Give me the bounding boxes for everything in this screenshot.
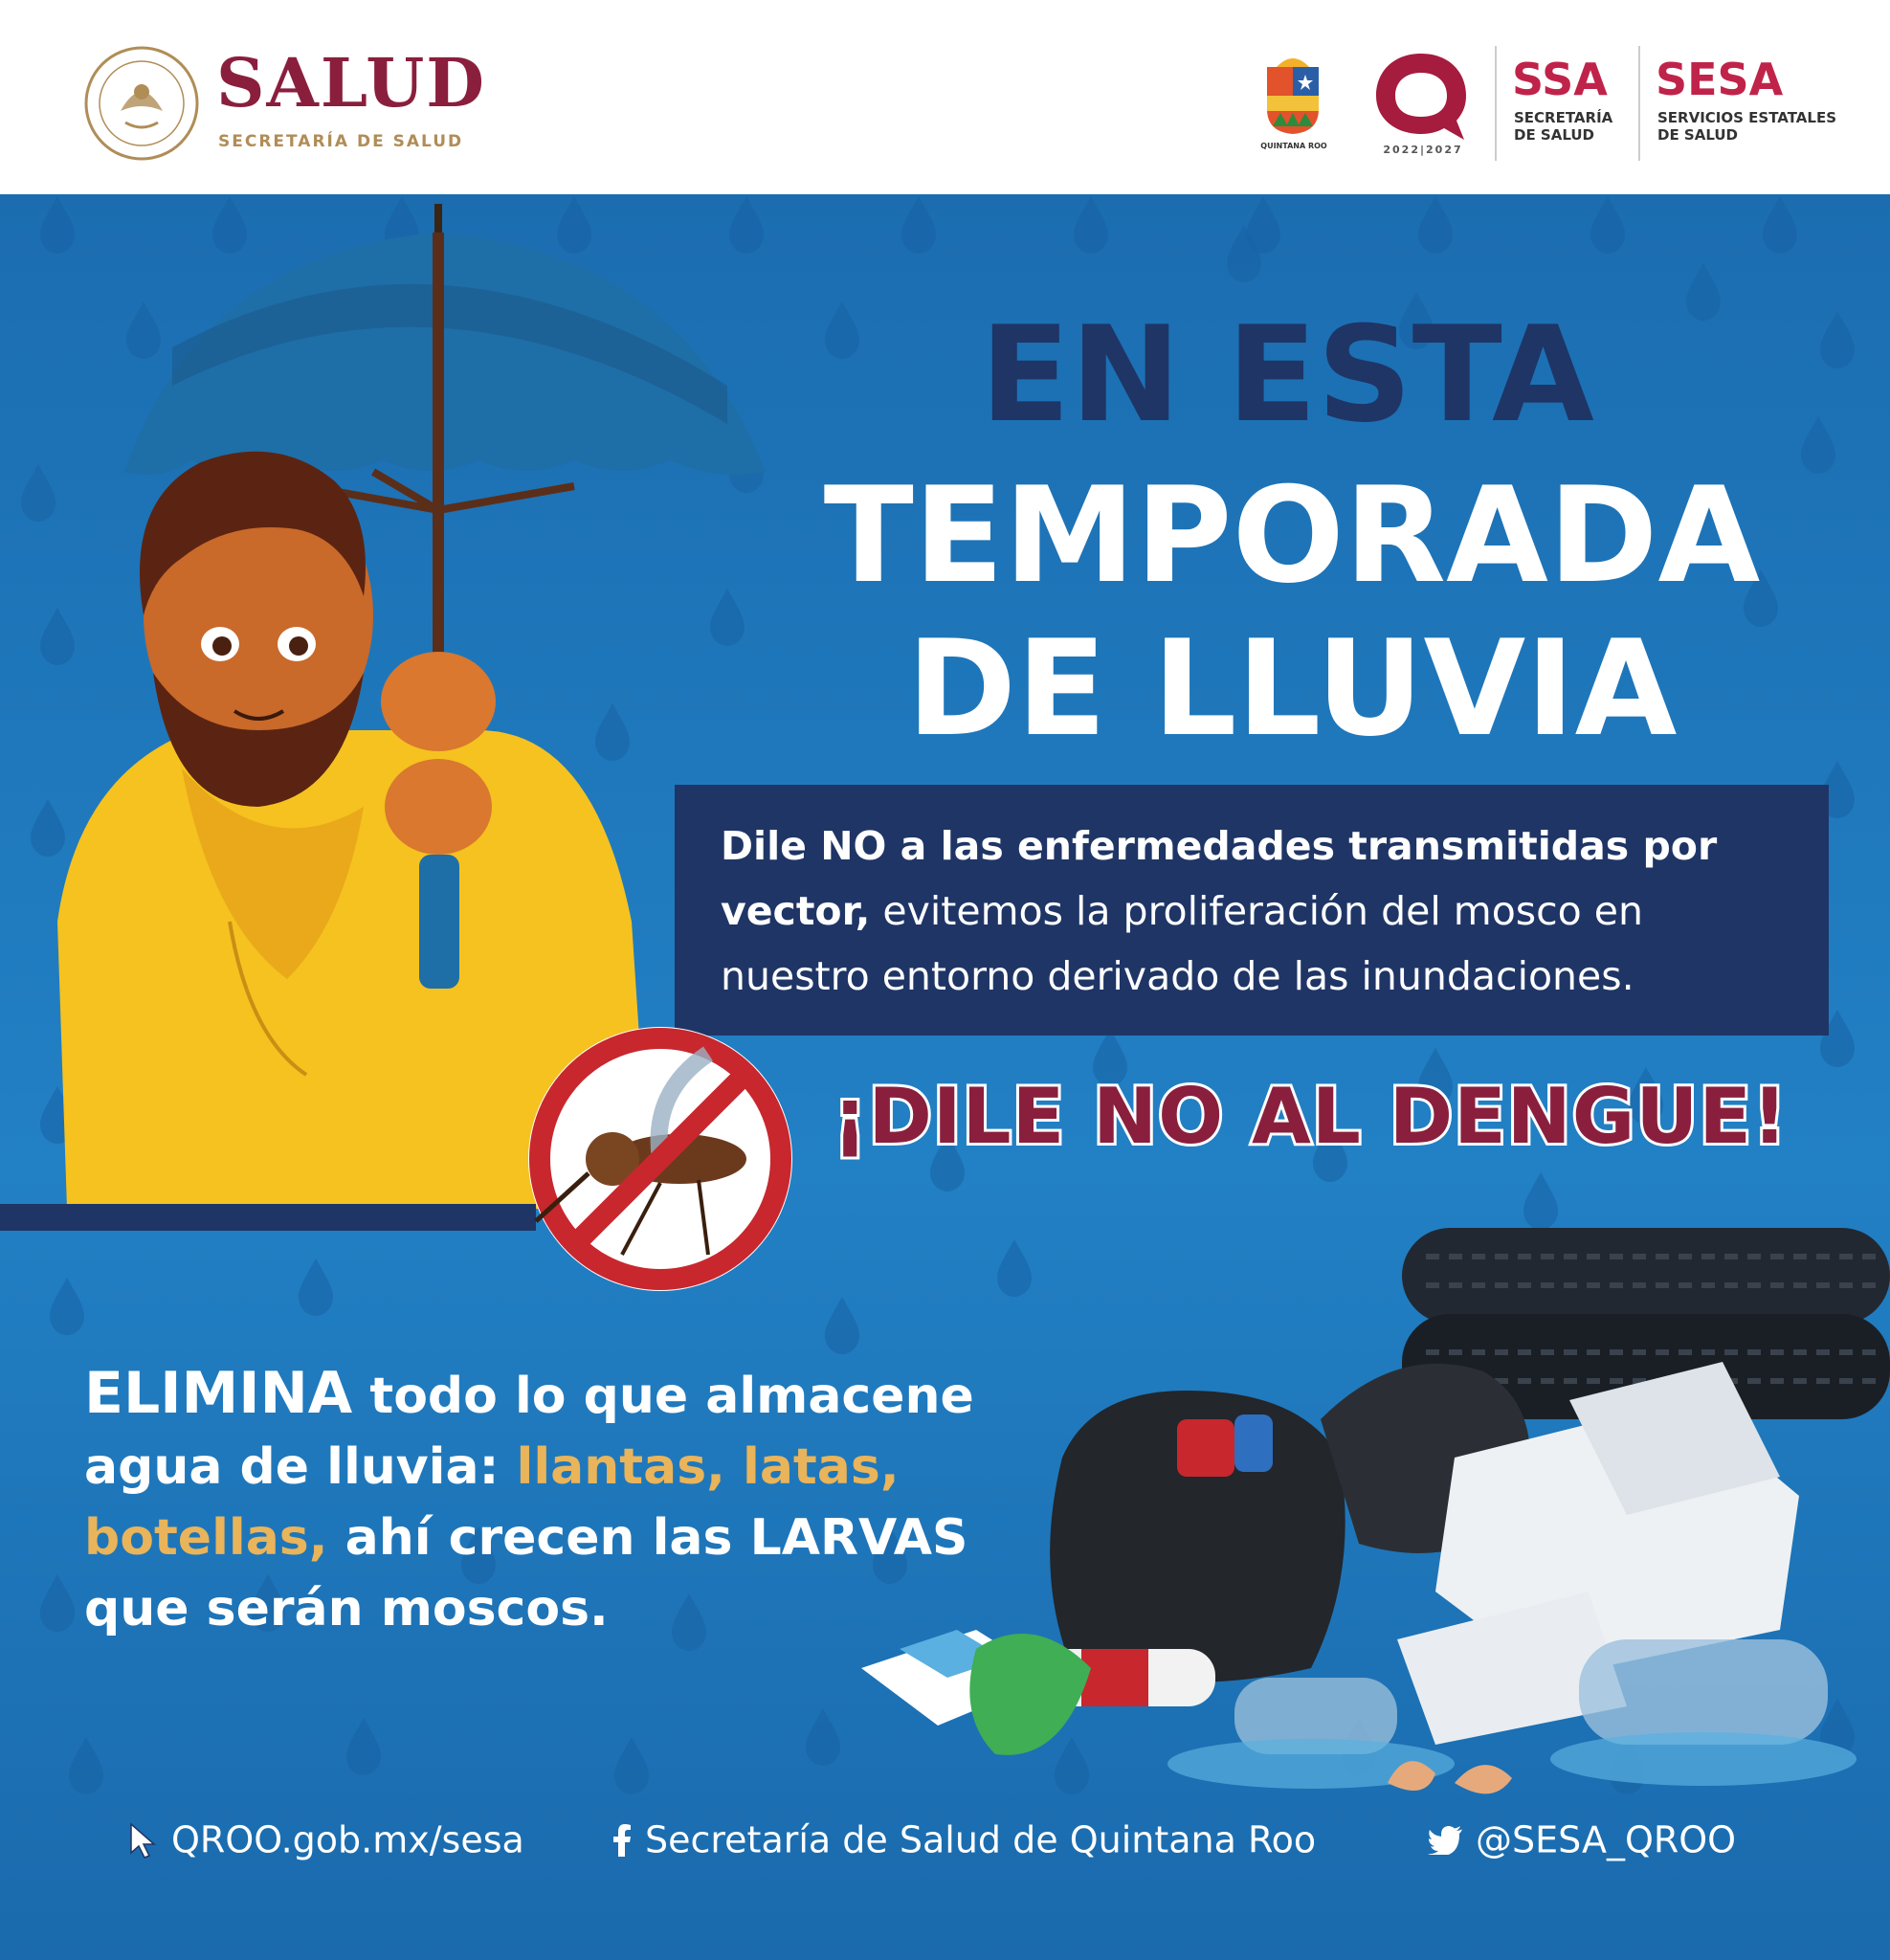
header-divider — [1495, 46, 1497, 161]
footer-facebook[interactable] — [612, 1819, 1316, 1859]
government-years: 2022|2027 — [1383, 144, 1463, 156]
cursor-icon — [129, 1822, 158, 1859]
navy-stripe — [0, 1204, 536, 1231]
message-bold: Dile NO a las enfermedades transmitidas por vector, — [721, 823, 1718, 934]
headline-line-1: EN ESTA — [980, 298, 1594, 452]
salud-title: SALUD — [216, 43, 487, 122]
dengue-slogan: ¡DILE NO AL DENGUE! — [833, 1072, 1789, 1161]
sesa-subtitle: SERVICIOS ESTATALES DE SALUD — [1657, 109, 1837, 144]
sesa-title: SESA — [1656, 54, 1784, 105]
footer-website-text: QROO.gob.mx/sesa — [171, 1818, 524, 1861]
headline-line-3: DE LLUVIA — [906, 612, 1678, 766]
government-q-logo-icon — [1368, 46, 1474, 142]
quintana-roo-label: QUINTANA ROO — [1260, 142, 1327, 150]
facebook-icon — [612, 1824, 632, 1857]
eliminate-text-2: ahí crecen las LARVAS que serán moscos. — [84, 1509, 968, 1637]
footer-twitter[interactable] — [1428, 1819, 1736, 1859]
message-text — [721, 813, 1802, 1009]
footer-facebook-text: Secretaría de Salud de Quintana Roo — [645, 1818, 1317, 1861]
mexico-seal-icon — [82, 44, 201, 163]
message-regular: evitemos la proliferación del mosco en nuestro entorno derivado de las inundaciones. — [721, 888, 1644, 999]
ssa-subtitle: SECRETARÍA DE SALUD — [1514, 109, 1613, 144]
header-divider — [1638, 46, 1640, 161]
ssa-title: SSA — [1512, 54, 1608, 105]
no-mosquito-sign-icon — [517, 1015, 804, 1303]
trash-pile-illustration — [861, 1228, 1890, 1821]
twitter-icon — [1428, 1826, 1462, 1855]
salud-subtitle: SECRETARÍA DE SALUD — [218, 132, 464, 151]
eliminate-highlight: llantas, latas, botellas, — [84, 1438, 900, 1567]
footer-twitter-text: @SESA_QROO — [1476, 1818, 1737, 1861]
eliminate-lead: ELIMINA — [84, 1360, 353, 1427]
headline-line-2: TEMPORADA — [823, 458, 1761, 612]
footer-website[interactable] — [129, 1819, 524, 1859]
quintana-roo-shield-icon — [1263, 50, 1323, 136]
poster-body — [0, 194, 1890, 1960]
eliminate-text-1: todo lo que almacene agua de lluvia: — [84, 1368, 974, 1496]
header-bar — [0, 0, 1890, 194]
message-box — [675, 785, 1829, 1036]
